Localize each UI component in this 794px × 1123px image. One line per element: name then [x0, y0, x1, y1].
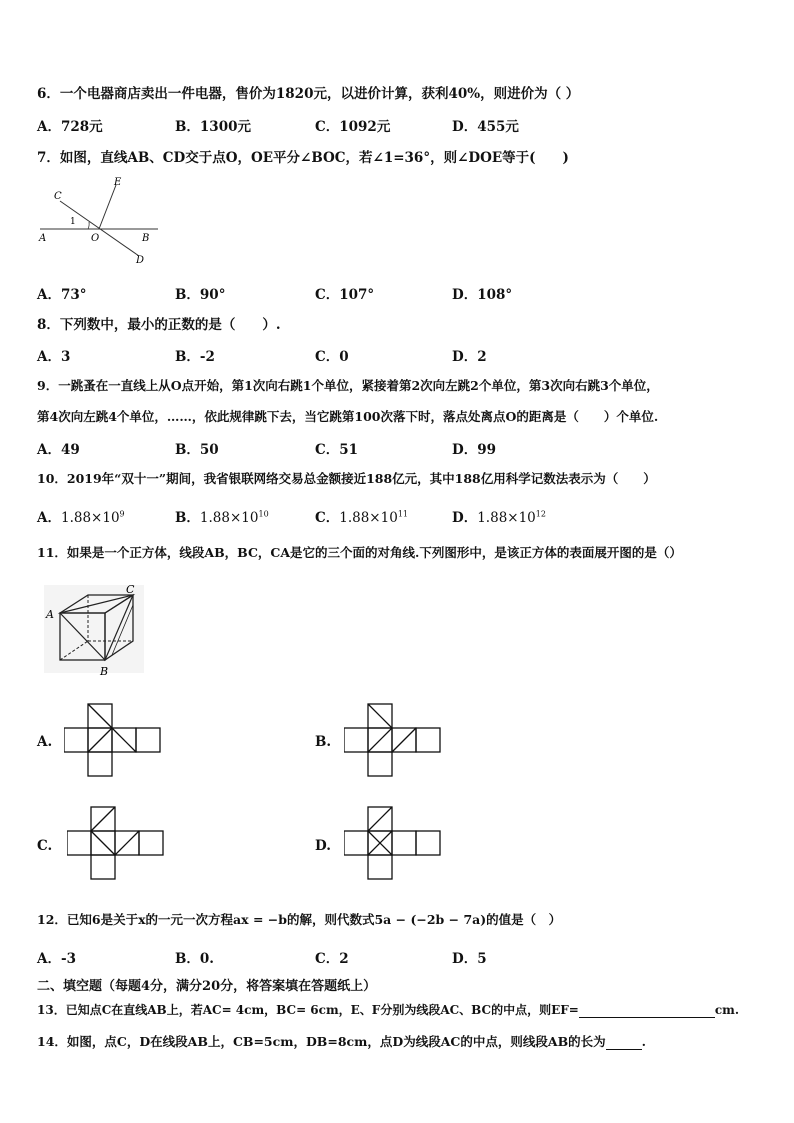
q10-option-a[interactable]: A．$1.88\times 10^9$	[37, 509, 125, 526]
q12-option-c[interactable]: C．2	[315, 951, 349, 967]
q11-option-a-label[interactable]: A.	[37, 734, 53, 750]
section-heading-fill-in: 二、填空题（每题4分，满分20分，将答案填在答题纸上）	[37, 979, 377, 994]
q12-option-a[interactable]: A．-3	[37, 951, 76, 967]
q7-label-d: D	[136, 255, 145, 266]
q10-option-c[interactable]: C．$1.88\times 10^{11}$	[315, 509, 408, 526]
q11-label-c: C	[126, 583, 135, 596]
q13-stem: 13．已知点C在直线AB上，若AC= 4cm，BC= 6cm，E、F分别为线段AC、BC的中点，则EF= cm.	[37, 1003, 740, 1017]
q11-stem: 11．如果是一个正方体，线段AB，BC，CA是它的三个面的对角线.下列图形中，是该正方体的表面展开图的是（）	[37, 545, 682, 560]
q11-net-c[interactable]	[67, 806, 165, 882]
q10-option-d[interactable]: D．$1.88\times 10^{12}$	[452, 509, 546, 526]
q6-option-a[interactable]: A．728元	[37, 119, 103, 135]
q8-option-c[interactable]: C．0	[315, 349, 349, 365]
q8-option-a[interactable]: A．3	[37, 349, 71, 365]
q9-stem-line2: 第4次向左跳4个单位，……，依此规律跳下去，当它跳第100次落下时，落点处离点O的距离是（ ）个单位.	[37, 409, 659, 424]
q7-label-b: B	[142, 233, 150, 244]
q9-option-c[interactable]: C．51	[315, 442, 359, 458]
q8-option-d[interactable]: D．2	[452, 349, 487, 365]
q7-option-d[interactable]: D．108°	[452, 287, 513, 303]
q7-option-a[interactable]: A．73°	[37, 287, 87, 303]
q11-net-b[interactable]	[344, 703, 442, 777]
q9-stem-line1: 9．一跳蚤在一直线上从O点开始，第1次向右跳1个单位，紧接着第2次向左跳2个单位，第3次向右跳3个单位，	[37, 378, 659, 393]
q9-option-d[interactable]: D．99	[452, 442, 496, 458]
q7-label-c: C	[54, 191, 62, 202]
q10-option-b[interactable]: B．$1.88\times 10^{10}$	[175, 509, 269, 526]
q8-option-b[interactable]: B．-2	[175, 349, 215, 365]
q9-option-a[interactable]: A．49	[37, 442, 80, 458]
q7-stem: 7．如图，直线AB、CD交于点O，OE平分∠BOC，若∠1=36°，则∠DOE等于( )	[37, 150, 569, 166]
q14-stem: 14．如图，点C，D在线段AB上，CB=5cm，DB=8cm，点D为线段AC的中点，则线段AB的长为 .	[37, 1034, 646, 1049]
q6-option-d[interactable]: D．455元	[452, 119, 519, 135]
q11-net-d[interactable]	[344, 806, 442, 882]
q6-option-c[interactable]: C．1092元	[315, 119, 391, 135]
q7-label-angle1: 1	[70, 217, 76, 227]
q6-option-b[interactable]: B．1300元	[175, 119, 251, 135]
q9-option-b[interactable]: B．50	[175, 442, 219, 458]
q12-stem: 12．已知6是关于x的一元一次方程ax = −b的解，则代数式5a − (−2b − 7a)的值是（ ）	[37, 912, 562, 927]
q11-label-a: A	[46, 608, 54, 621]
q12-option-d[interactable]: D．5	[452, 951, 487, 967]
q8-stem: 8．下列数中，最小的正数的是（ ）.	[37, 317, 281, 333]
q13-answer-blank[interactable]	[579, 1003, 715, 1018]
q6-stem: 6．一个电器商店卖出一件电器，售价为1820元，以进价计算，获利40%，则进价为（ ）	[37, 86, 580, 102]
q7-label-o: O	[91, 233, 100, 244]
q10-stem: 10．2019年“双十一”期间，我省银联网络交易总金额接近188亿元，其中188亿用科学记数法表示为（ ）	[37, 471, 656, 486]
q11-label-b: B	[100, 665, 109, 678]
q7-label-a: A	[39, 233, 47, 244]
q12-option-b[interactable]: B．0.	[175, 951, 215, 967]
q7-label-e: E	[114, 177, 122, 188]
q11-option-c-label[interactable]: C.	[37, 838, 53, 854]
q7-figure	[36, 172, 166, 267]
q7-option-b[interactable]: B．90°	[175, 287, 226, 303]
q11-net-a[interactable]	[64, 703, 162, 777]
q11-option-b-label[interactable]: B.	[315, 734, 332, 750]
q11-cube-figure	[40, 583, 150, 678]
q7-option-c[interactable]: C．107°	[315, 287, 375, 303]
q11-option-d-label[interactable]: D.	[315, 838, 331, 854]
q14-answer-blank[interactable]	[606, 1034, 642, 1050]
